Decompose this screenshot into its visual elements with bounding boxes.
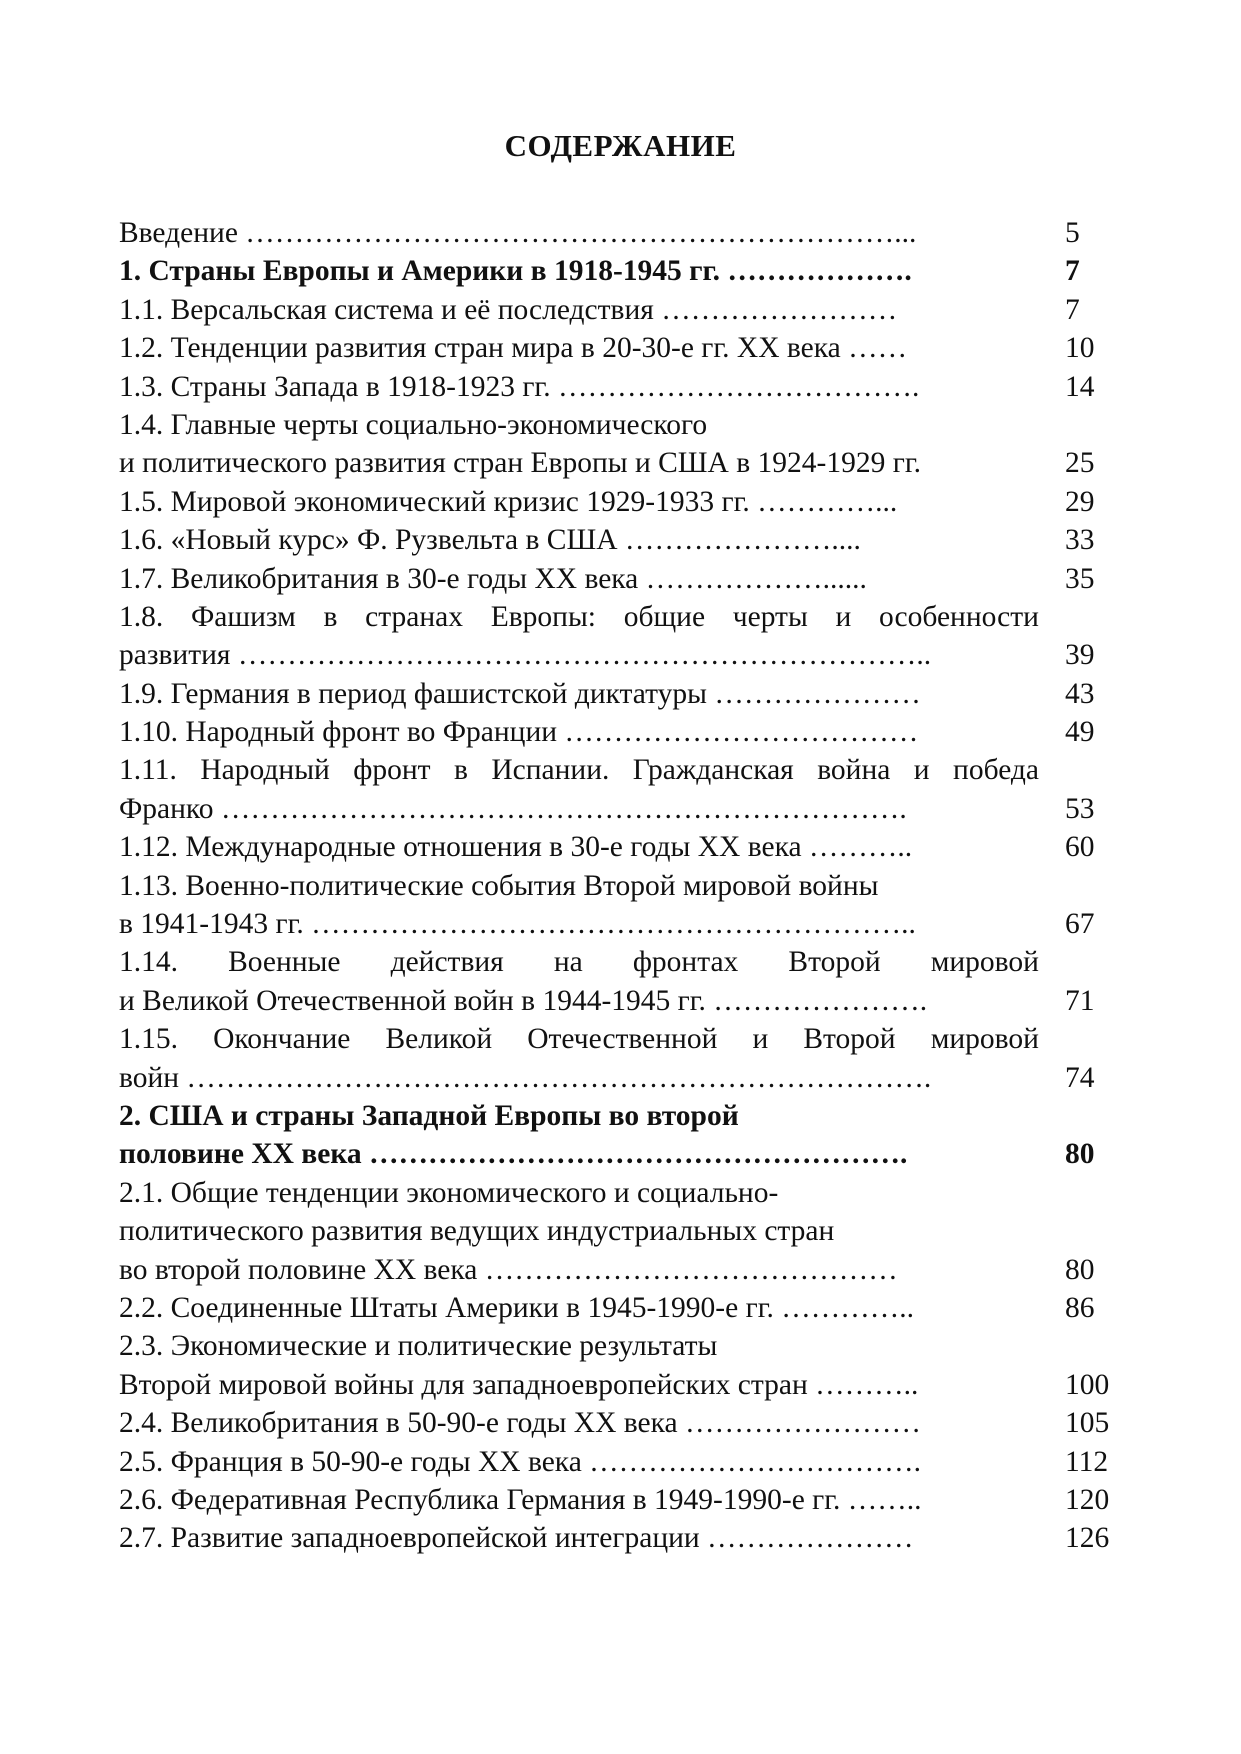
toc-word: и bbox=[752, 1023, 769, 1056]
toc-entry-page: 80 bbox=[1065, 1253, 1095, 1286]
toc-entry-text: 1.1. Версальская система и её последствия …………………… bbox=[119, 293, 898, 326]
toc-word: война bbox=[817, 754, 891, 787]
toc-entry bbox=[119, 1097, 1119, 1135]
toc-entry-text: 1.13. Военно-политические события Второй мировой войны bbox=[119, 869, 879, 902]
toc-word: 1.15. bbox=[119, 1023, 178, 1056]
toc-entry bbox=[119, 483, 1119, 521]
toc-word: и bbox=[913, 754, 930, 787]
toc-entry-text: Второй мировой войны для западноевропейских стран ……….. bbox=[119, 1368, 919, 1401]
toc-entry bbox=[119, 1289, 1119, 1327]
toc-entry bbox=[119, 368, 1119, 406]
toc-entry-page: 33 bbox=[1065, 524, 1095, 557]
toc-entry-text: 1.5. Мировой экономический кризис 1929-1933 гг. …………... bbox=[119, 485, 898, 518]
toc-entry-text: 2.3. Экономические и политические результаты bbox=[119, 1330, 718, 1363]
toc-entry-text: 1.7. Великобритания в 30-е годы XX века ………………...... bbox=[119, 562, 867, 595]
toc-word: победа bbox=[953, 754, 1039, 787]
toc-entry bbox=[119, 1212, 1119, 1250]
toc-entry bbox=[119, 1174, 1119, 1212]
toc-word: Второй bbox=[788, 946, 881, 979]
toc-entry bbox=[119, 790, 1119, 828]
toc-entry-page: 74 bbox=[1065, 1061, 1095, 1094]
page-title: СОДЕРЖАНИЕ bbox=[504, 128, 737, 163]
toc-word: и bbox=[835, 600, 852, 633]
toc-entry-text bbox=[119, 598, 1039, 636]
toc-entry-page: 80 bbox=[1065, 1138, 1095, 1171]
toc-entry-page: 5 bbox=[1065, 217, 1080, 249]
toc-word: черты bbox=[732, 600, 808, 633]
toc-entry-text bbox=[119, 751, 1039, 789]
toc-entry bbox=[119, 598, 1119, 636]
toc-entry bbox=[119, 675, 1119, 713]
toc-entry-text: 1.2. Тенденции развития стран мира в 20-30-е гг. XX века …… bbox=[119, 332, 908, 365]
toc-entry-text: войн …………………………………………………………………. bbox=[119, 1061, 932, 1094]
toc-entry-text: и политического развития стран Европы и США в 1924-1929 гг. bbox=[119, 447, 921, 480]
toc-entry-text: 2.5. Франция в 50-90-е годы XX века ……………………………. bbox=[119, 1445, 922, 1478]
toc-entry-page: 105 bbox=[1065, 1407, 1110, 1440]
toc-word: действия bbox=[390, 946, 504, 979]
toc-entry-text: политического развития ведущих индустриальных стран bbox=[119, 1215, 835, 1248]
toc-entry-page: 126 bbox=[1065, 1522, 1110, 1555]
toc-entry-page: 7 bbox=[1065, 255, 1080, 288]
toc-word: фронтах bbox=[632, 946, 739, 979]
toc-entry-page: 67 bbox=[1065, 908, 1095, 941]
toc-word: Фашизм bbox=[190, 600, 296, 633]
toc-entry bbox=[119, 329, 1119, 367]
toc-word: фронт bbox=[353, 754, 431, 787]
toc-entry bbox=[119, 713, 1119, 751]
toc-entry-text bbox=[119, 943, 1039, 981]
toc-entry bbox=[119, 1327, 1119, 1365]
toc-entry-page: 71 bbox=[1065, 984, 1095, 1017]
toc-entry bbox=[119, 291, 1119, 329]
toc-word: общие bbox=[623, 600, 706, 633]
toc-entry bbox=[119, 252, 1119, 290]
toc-entry-text: 2.7. Развитие западноевропейской интеграции ………………… bbox=[119, 1522, 914, 1555]
toc-entry-page: 39 bbox=[1065, 639, 1095, 672]
toc-entry-text bbox=[119, 1020, 1039, 1058]
toc-entry-text: 1.10. Народный фронт во Франции ……………………………… bbox=[119, 716, 919, 749]
toc-entry-page: 86 bbox=[1065, 1291, 1095, 1324]
toc-entry-page: 14 bbox=[1065, 370, 1095, 403]
toc-entry-page: 7 bbox=[1065, 293, 1080, 326]
toc-entry-text: 2.4. Великобритания в 50-90-е годы XX века …………………… bbox=[119, 1407, 921, 1440]
toc-word: Военные bbox=[228, 946, 341, 979]
toc-entry bbox=[119, 1020, 1119, 1058]
toc-entry-text: и Великой Отечественной войн в 1944-1945 гг. …………………. bbox=[119, 984, 928, 1017]
toc-entry-page: 43 bbox=[1065, 677, 1095, 710]
toc-entry-page: 60 bbox=[1065, 831, 1095, 864]
toc-word: особенности bbox=[879, 600, 1039, 633]
toc-entry bbox=[119, 560, 1119, 598]
toc-entry bbox=[119, 751, 1119, 789]
toc-word: Окончание bbox=[213, 1023, 351, 1056]
toc-word: в bbox=[323, 600, 338, 633]
toc-word: в bbox=[453, 754, 468, 787]
toc-entry-text: 1.6. «Новый курс» Ф. Рузвельта в США ………………….... bbox=[119, 524, 861, 557]
toc-word: мировой bbox=[930, 1023, 1039, 1056]
toc-word: Второй bbox=[803, 1023, 896, 1056]
toc-entry-text: 1.12. Международные отношения в 30-е годы XX века ……….. bbox=[119, 831, 913, 864]
toc-entry-text: 2. США и страны Западной Европы во второй bbox=[119, 1099, 739, 1132]
toc-word: Великой bbox=[385, 1023, 493, 1056]
toc-word: Народный bbox=[200, 754, 330, 787]
toc-entry-text: половине XX века ………………………………………………. bbox=[119, 1138, 908, 1171]
toc-entry bbox=[119, 521, 1119, 559]
toc-word: Отечественной bbox=[527, 1023, 718, 1056]
toc-entry bbox=[119, 1251, 1119, 1289]
toc-entry-text: 2.1. Общие тенденции экономического и социально- bbox=[119, 1176, 779, 1209]
toc-word: 1.8. bbox=[119, 600, 164, 633]
toc-entry bbox=[119, 828, 1119, 866]
toc-word: Европы: bbox=[490, 600, 596, 633]
toc-entry bbox=[119, 867, 1119, 905]
toc-entry bbox=[119, 636, 1119, 674]
toc-entry-text: во второй половине XX века …………………………………… bbox=[119, 1253, 898, 1286]
toc-entry-page: 10 bbox=[1065, 332, 1095, 365]
toc-entry-text: 2.2. Соединенные Штаты Америки в 1945-1990-е гг. ………….. bbox=[119, 1291, 914, 1324]
toc-entry bbox=[119, 444, 1119, 482]
toc-entry bbox=[119, 982, 1119, 1020]
toc-word: Гражданская bbox=[632, 754, 794, 787]
toc-entry bbox=[119, 943, 1119, 981]
toc-entry bbox=[119, 406, 1119, 444]
toc-entry bbox=[119, 214, 1119, 252]
toc-entry bbox=[119, 1519, 1119, 1557]
toc-entry bbox=[119, 1366, 1119, 1404]
toc-entry-text: развития …………………………………………………………….. bbox=[119, 639, 932, 672]
toc-entry-page: 120 bbox=[1065, 1483, 1110, 1516]
toc-entry-page: 25 bbox=[1065, 447, 1095, 480]
toc-entry-text: 2.6. Федеративная Республика Германия в 1949-1990-е гг. …….. bbox=[119, 1483, 922, 1516]
toc-entry-page: 35 bbox=[1065, 562, 1095, 595]
toc-entry-page: 53 bbox=[1065, 792, 1095, 825]
toc-entry-text: 1.9. Германия в период фашистской диктатуры ………………… bbox=[119, 677, 921, 710]
toc-entry-text: 1.3. Страны Запада в 1918-1923 гг. ………………………………. bbox=[119, 370, 920, 403]
toc-entry-page: 29 bbox=[1065, 485, 1095, 518]
toc-entry-text: Введение …………………………………………………………... bbox=[119, 217, 917, 249]
toc-entry bbox=[119, 1135, 1119, 1173]
toc-entry-text: 1.4. Главные черты социально-экономического bbox=[119, 408, 708, 441]
toc-word: на bbox=[553, 946, 583, 979]
toc-entry bbox=[119, 1443, 1119, 1481]
toc-entry-text: в 1941-1943 гг. …………………………………………………….. bbox=[119, 908, 916, 941]
toc-entry bbox=[119, 1481, 1119, 1519]
toc-word: мировой bbox=[930, 946, 1039, 979]
toc-entry-page: 100 bbox=[1065, 1368, 1110, 1401]
table-of-contents bbox=[119, 214, 1119, 1558]
toc-entry bbox=[119, 1059, 1119, 1097]
toc-word: 1.14. bbox=[119, 946, 178, 979]
toc-entry-page: 112 bbox=[1065, 1445, 1109, 1478]
toc-word: 1.11. bbox=[119, 754, 177, 787]
toc-entry bbox=[119, 1404, 1119, 1442]
toc-word: странах bbox=[365, 600, 463, 633]
toc-entry-text: Франко ……………………………………………………………. bbox=[119, 792, 907, 825]
toc-entry-page: 49 bbox=[1065, 716, 1095, 749]
toc-entry-text: 1. Страны Европы и Америки в 1918-1945 гг. ………………. bbox=[119, 255, 912, 288]
toc-word: Испании. bbox=[491, 754, 610, 787]
toc-entry bbox=[119, 905, 1119, 943]
